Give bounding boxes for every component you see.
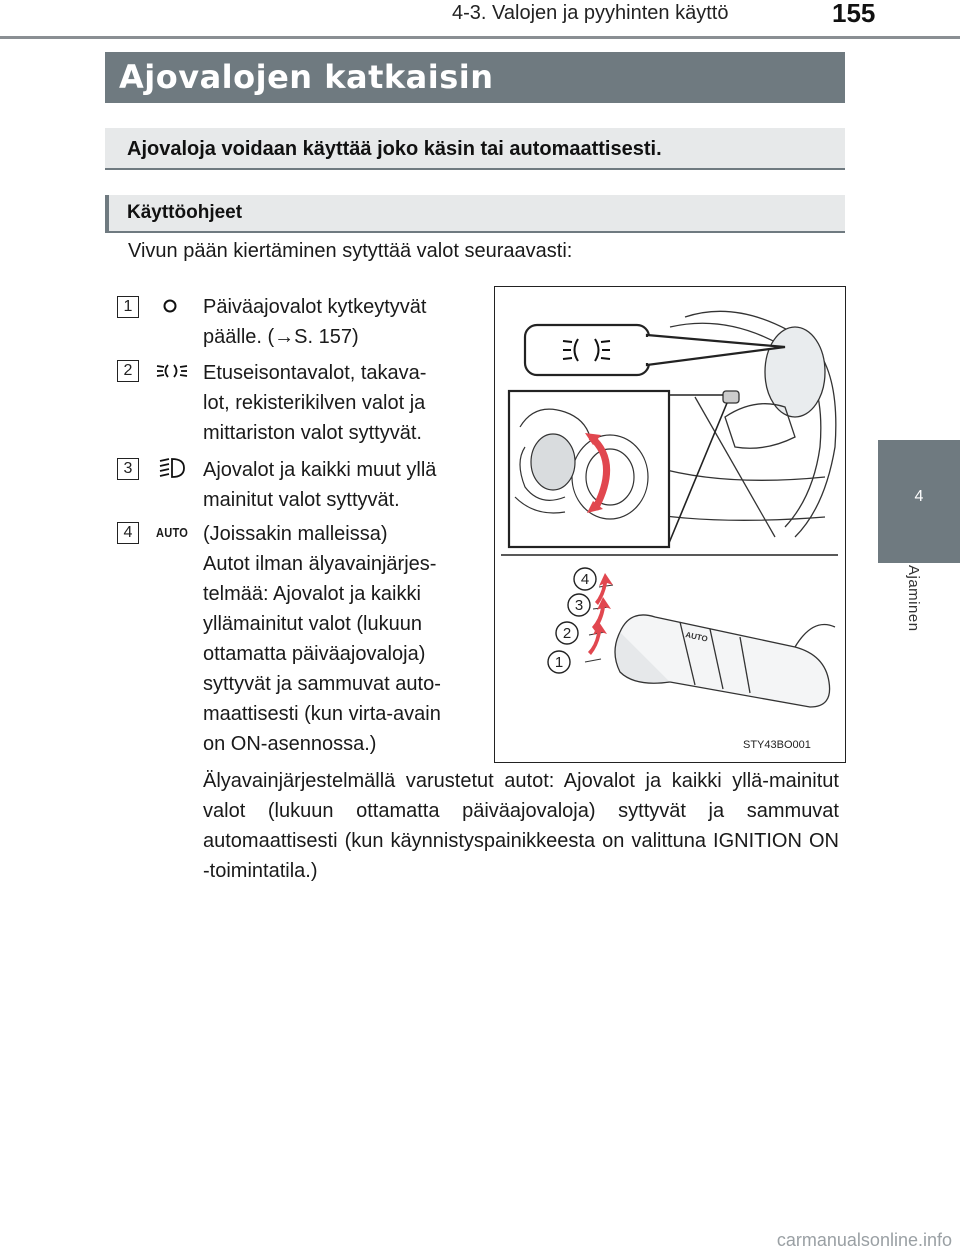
watermark: carmanualsonline.info [776,1230,952,1250]
item-4-line: yllämainitut valot (lukuun [203,613,422,635]
item-1-line: päälle. (→S. 157) [203,326,359,348]
item-3-line: mainitut valot syttyvät. [203,489,400,511]
off-circle-icon [160,296,180,321]
item-text-1 [203,292,475,352]
figure-illustration [495,287,844,761]
item-2-line: mittariston valot syttyvät. [203,422,422,444]
item-number-2: 2 [117,360,139,382]
header-rule [0,36,960,39]
stalk-label-4: 4 [580,571,590,588]
chapter-label: Ajaminen [905,565,922,632]
item-4-line: telmää: Ajovalot ja kaikki [203,583,421,605]
stalk-auto-mark: AUTO [684,630,709,644]
stalk-label-3: 3 [574,597,584,614]
item-number-3: 3 [117,458,139,480]
item-text-3 [203,455,475,515]
stalk-label-1: 1 [554,654,564,671]
item-3-line: Ajovalot ja kaikki muut yllä [203,459,437,481]
parking-light-icon [155,360,189,387]
item-4-line: Autot ilman älyavainjärjes- [203,553,437,575]
intro-summary: Ajovaloja voidaan käyttää joko käsin tai automaattisesti. [105,128,845,170]
item-number-1: 1 [117,296,139,318]
item-2-line: Etuseisontavalot, takava- [203,362,427,384]
item-2-line: lot, rekisterikilven valot ja [203,392,426,414]
item-text-4 [203,519,475,759]
page-title: Ajovalojen katkaisin [105,52,845,103]
item-4-line: maattisesti (kun virta-avain [203,703,441,725]
item-4-line: syttyvät ja sammuvat auto- [203,673,441,695]
item-text-2 [203,358,475,448]
lead-sentence: Vivun pään kiertäminen sytyttää valot seuraavasti: [128,240,573,262]
auto-mode-label: AUTO [156,525,189,540]
item-4-line: on ON-asennossa.) [203,733,377,755]
running-header-section: 4-3. Valojen ja pyyhinten käyttö [452,2,729,24]
chapter-number: 4 [914,488,924,505]
figure-code: STY43BO001 [743,739,811,751]
smart-key-paragraph: Älyavainjärjestelmällä varustetut autot: Ajovalot ja kaikki yllä-mainitut valot (lukuun ottamatta päiväajovaloja) syttyvät ja sammuvat automaattisesti (kun käynnistyspainikkeesta on valittuna IGNITION ON -toimintatila.) [203,770,839,882]
page-number: 155 [832,0,876,28]
headlight-icon [158,455,186,486]
item-4-line: (Joissakin malleissa) [203,523,388,545]
item-4-line: ottamatta päiväajovaloja) [203,643,426,665]
subheading-instructions: Käyttöohjeet [105,195,845,233]
item-number-4: 4 [117,522,139,544]
headlight-switch-figure [494,286,846,763]
stalk-label-2: 2 [562,625,572,642]
item-1-line: Päiväajovalot kytkeytyvät [203,296,427,318]
